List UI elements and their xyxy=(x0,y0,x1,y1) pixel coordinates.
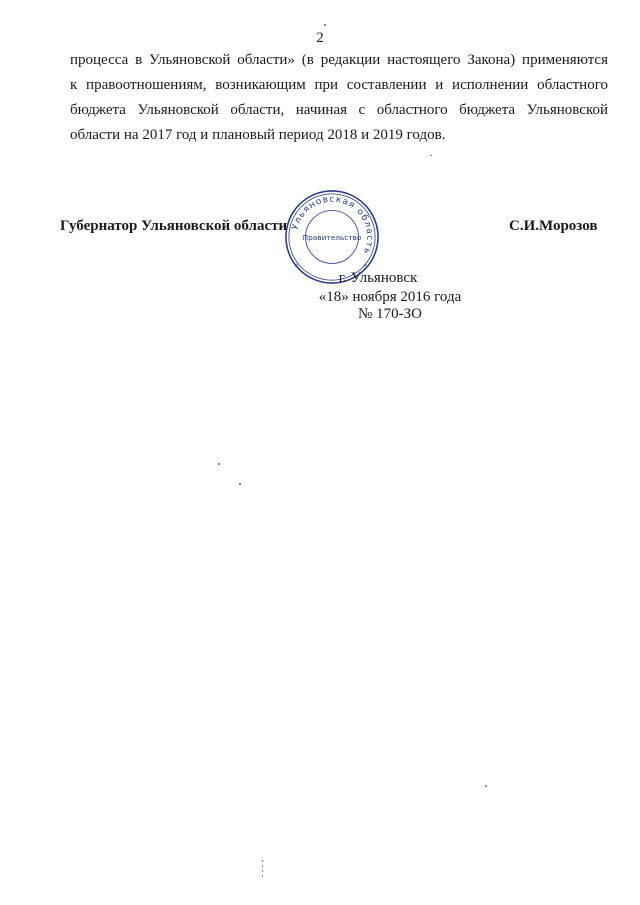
body-line: процесса в Ульяновской области» (в редакции настоящего Закона) применяются xyxy=(70,52,608,68)
signatory-title: Губернатор Ульяновской области xyxy=(60,218,288,234)
page-number: 2 xyxy=(316,30,324,46)
body-paragraph xyxy=(70,48,608,148)
scan-speck xyxy=(262,860,263,880)
seal-center-text: Правительство xyxy=(302,232,362,242)
body-line: бюджета Ульяновской области, начиная с областного бюджета Ульяновской xyxy=(70,102,608,118)
signing-city: г. Ульяновск xyxy=(338,270,418,286)
body-line: к правоотношениям, возникающим при составлении и исполнении областного xyxy=(70,77,608,93)
signing-date: «18» ноября 2016 года xyxy=(318,289,462,305)
svg-text:Ульяновская область xyxy=(290,195,374,256)
scan-speck xyxy=(324,24,326,26)
scan-speck xyxy=(485,785,487,787)
seal-star-icon: * xyxy=(363,262,367,271)
scan-speck xyxy=(239,483,241,485)
scan-speck xyxy=(430,155,432,156)
seal-star-icon: * xyxy=(294,262,299,271)
seal-ring-text: Ульяновская область xyxy=(290,194,375,257)
body-line: области на 2017 год и плановый период 2018 и 2019 годов. xyxy=(70,127,446,143)
signatory-name: С.И.Морозов xyxy=(509,218,598,234)
scan-speck xyxy=(218,463,220,465)
law-number: № 170-ЗО xyxy=(358,306,422,322)
